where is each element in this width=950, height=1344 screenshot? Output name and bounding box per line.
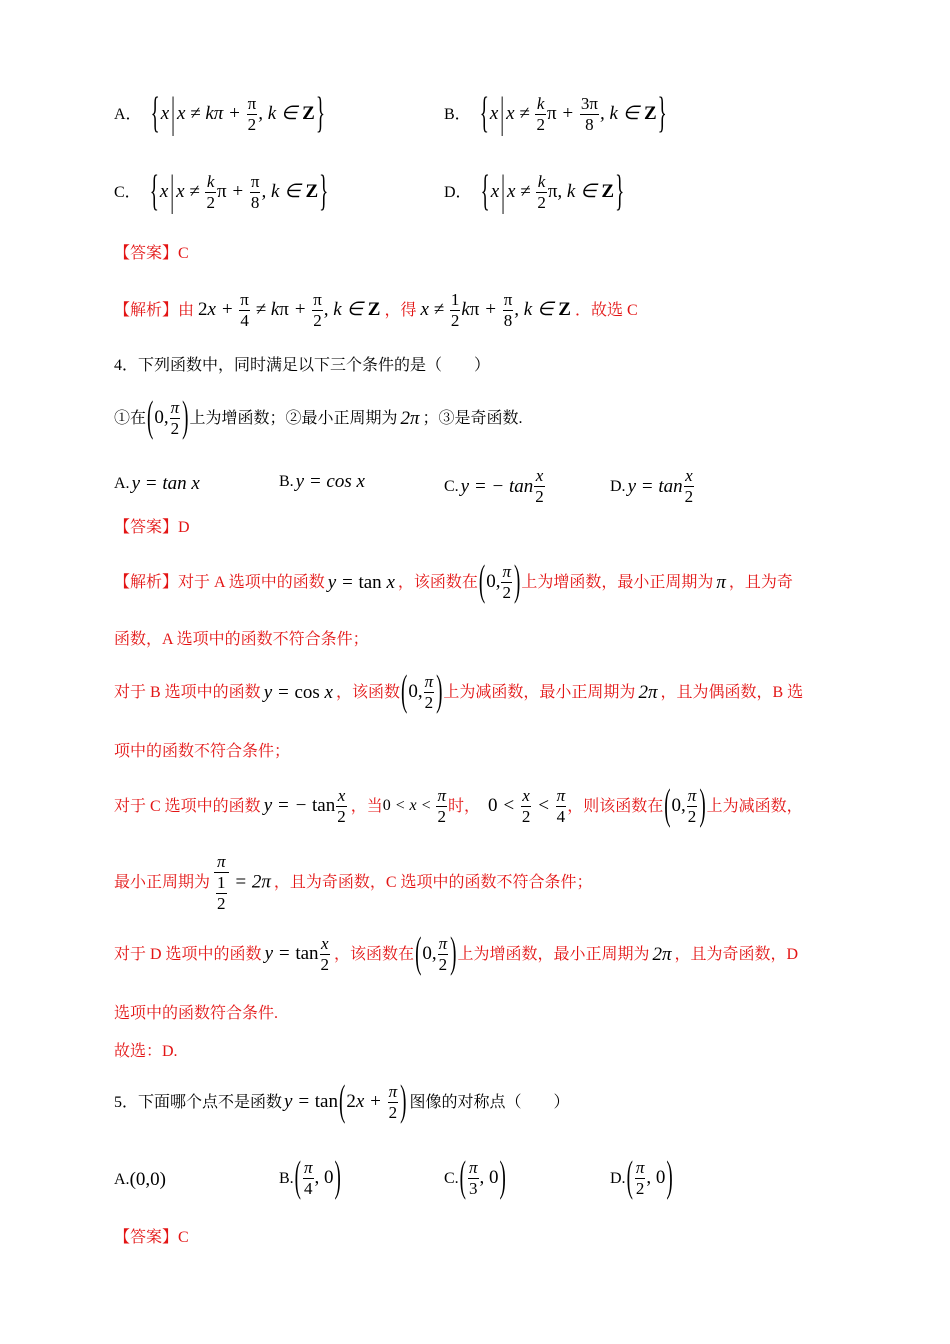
q3-option-d: D． {x | x ≠ $\frac{k}{2}$ π, k ∈ Z} [444,167,625,216]
q3-analysis: 【解析】 由 2x + $\frac{\pi}{4}$ ≠ kπ + $\frac{\pi}{2}$ , k ∈ Z ，得 x ≠ $\frac{1}{2}$ kπ + $\frac{\pi}{8}$ , k ∈ Z ．故选 C [114,290,638,330]
q5-answer: 【答案】C [114,1229,189,1246]
q4-option-a: A. y = tan x [114,473,200,494]
q5-option-b: B. ( $\frac{\pi}{4}$ , 0) [279,1153,341,1202]
q4-option-c: C. y = − tan $\frac{x}{2}$ [444,466,544,506]
q4-analysis-a-cont: 函数，A 选项中的函数不符合条件； [114,631,369,648]
q5-option-a: A. (0,0) [114,1169,166,1190]
q4-option-d: D. y = tan $\frac{x}{2}$ [610,466,694,506]
q4-analysis-b: 对于 B 选项中的函数 y = cos x ，该函数 (0, $\frac{\pi}{2}$ ) 上为减函数，最小正周期为 2π ，且为偶函数，B 选 [114,667,804,716]
q5-stem: 5．下面哪个点不是函数 y = tan(2x + $\frac{\pi}{2}$ ) 图像的对称点（ ） [114,1077,570,1126]
q4-analysis-d: 对于 D 选项中的函数 y = tan $\frac{x}{2}$ ，该函数在 (0, $\frac{\pi}{2}$ ) 上为增函数，最小正周期为 2π ，且为奇函数，D [114,929,799,978]
q4-answer: 【答案】D [114,519,190,536]
q5-option-c: C. ( $\frac{\pi}{3}$ , 0) [444,1153,506,1202]
q4-analysis-a: 【解析】 对于 A 选项中的函数 y = tan x ，该函数在 (0, $\frac{\pi}{2}$ ) 上为增函数，最小正周期为 π ，且为奇 [114,557,793,606]
q4-conditions: ①在 (0, $\frac{\pi}{2}$ ) 上为增函数；②最小正周期为 2π ；③是奇函数. [114,393,523,442]
q4-analysis-b-cont: 项中的函数不符合条件； [114,743,291,760]
q4-analysis-d-cont: 选项中的函数符合条件. [114,1005,279,1022]
q3-option-b: B． {x | x ≠ $\frac{k}{2}$ π + $\frac{3\pi}{8}$ , k ∈ Z} [444,89,667,138]
q4-option-b: B. y = cos x [279,471,365,492]
q3-option-a: A． {x | x ≠ kπ + $\frac{\pi}{2}$ , k ∈ Z} [114,89,325,138]
option-label: A． [114,105,142,123]
q4-analysis-c: 对于 C 选项中的函数 y = − tan $\frac{x}{2}$ ，当 0 < x < $\frac{\pi}{2}$ 时， 0 < $\frac{x}{2}$ < $\frac{\pi}{4}$ ，则该函数在 (0, $\frac{\pi}{2}$ ) 上为减函数， [114,781,803,830]
q4-stem: 4．下列函数中，同时满足以下三个条件的是（ ） [114,357,491,374]
q4-analysis-c-cont: 最小正周期为 $\frac{\pi}{\frac{1}{2}}$ = 2π ，且为奇函数，C 选项中的函数不符合条件； [114,852,593,913]
q3-answer: 【答案】C [114,245,189,262]
q3-option-c: C． {x | x ≠ $\frac{k}{2}$ π + $\frac{\pi}{8}$ , k ∈ Z} [114,167,329,216]
q5-option-d: D. ( $\frac{\pi}{2}$ , 0) [610,1153,673,1202]
q4-conclusion: 故选：D. [114,1043,178,1060]
